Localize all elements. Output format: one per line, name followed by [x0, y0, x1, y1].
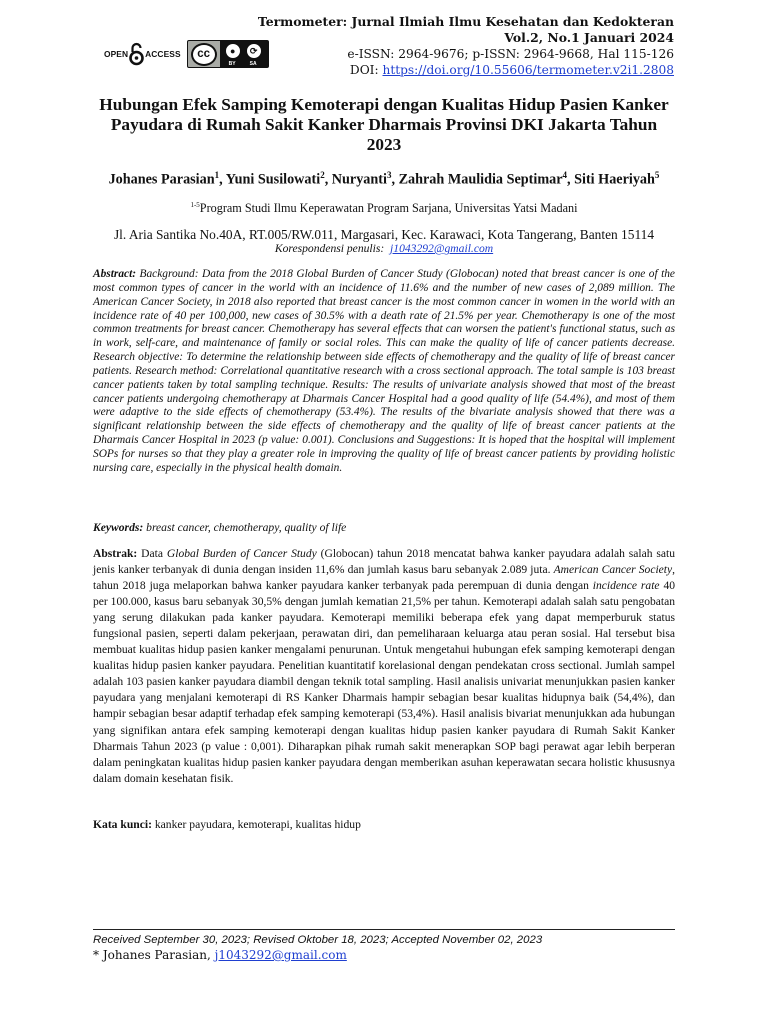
journal-header [214, 14, 674, 78]
footer-author-name: * Johanes Parasian, [93, 948, 211, 962]
abstract-id-part-1: Data [141, 548, 163, 560]
open-access-text-access: ACCESS [145, 49, 181, 59]
received-dates: Received September 30, 2023; Revised Oktober 18, 2023; Accepted November 02, 2023 [93, 934, 543, 946]
keywords-en-text: breast cancer, chemotherapy, quality of life [146, 521, 347, 534]
share-alike-icon: ⟳ [246, 43, 262, 59]
cc-by-label: BY [228, 61, 236, 67]
abstract-en-label: Abstract: [93, 268, 137, 280]
author-name: Nuryanti [331, 171, 387, 188]
by-person-icon: ● [225, 43, 241, 59]
footer-divider [93, 929, 675, 930]
address: Jl. Aria Santika No.40A, RT.005/RW.011, Margasari, Kec. Karawaci, Kota Tangerang, Banten 15114 [113, 227, 655, 242]
abstract-id-part-2: (Globocan) tahun 2018 mencatat bahwa kanker payudara adalah salah satu jenis kanker terbanyak di dunia dengan insiden 11,6% dan jumlah kasus baru sebanyak 2.089 juta. [93, 548, 676, 577]
open-access-lock-icon [129, 42, 144, 66]
keywords-indonesian [93, 818, 675, 831]
journal-name: Termometer: Jurnal Ilmiah Ilmu Kesehatan dan Kedokteran [257, 14, 674, 29]
open-access-text-open: OPEN [104, 49, 129, 59]
cc-icon: cc [191, 43, 217, 66]
correspondence-email-link[interactable]: j1043292@gmail.com [390, 242, 494, 255]
author-affiliation-sup: 5 [654, 170, 660, 180]
cc-by-sa-badge[interactable] [187, 40, 269, 68]
abstract-id-label: Abstrak: [93, 548, 138, 560]
author-affiliation-sup: 4 [562, 170, 568, 180]
abstract-en-text: Background: Data from the 2018 Global Burden of Cancer Study (Globocan) noted that breast cancer is one of the most common types of cancer in the world with an incidence of 11.6% and the number of new cases of 2,089 million. The American Cancer Society, in 2018 also reported that breast cancer is the most common cancer in women in the world with an incidence rate of 40 per 100,000, new cases of 30.5% with a death rate of 21.5% per year. Chemotherapy is one of the most common treatments for breast cancer. Chemotherapy has several effects that can worsen the patient's functional status, such as in work, self-care, and maintenance of family or social roles. This can make the quality of life of cancer patients decrease. Research objective: To determine the relationship between side effects of chemotherapy and the quality of life of breast cancer patients. Research method: Correlational quantitative research with a cross sectional approach. The total sample is 103 breast cancer patients taken by total sampling technique. Results: The results of univariate analysis showed that most of the breast cancer patients undergoing chemotherapy at Dharmais Cancer Hospital had a good quality of life (54.4%), and most of them were adaptive to the side effects of chemotherapy (53.4%). The results of the bivariate analysis showed that there was a significant relationship between the side effects of chemotherapy and the quality of life of breast cancer patients at the Dharmais Cancer Hospital in 2023 (p value: 0.001). Conclusions and Suggestions: It is hoped that the hospital will implement SOPs for nurses so that they play a greater role in improving the quality of life of breast cancer patients by providing holistic nursing care, especially in the physical health domain. [93, 268, 675, 474]
abstract-id-italic-3: incidence rate [592, 580, 660, 593]
license-badges [104, 40, 269, 68]
doi-label: DOI: [349, 63, 379, 77]
author-affiliation-sup: 2 [320, 170, 325, 180]
affiliation [94, 201, 674, 216]
affiliation-text: Program Studi Ilmu Keperawatan Program Sarjana, Universitas Yatsi Madani [199, 201, 578, 216]
author-name: Siti Haeriyah [574, 171, 655, 188]
cc-sa-label: SA [249, 61, 257, 67]
author-name: Johanes Parasian [108, 171, 215, 188]
doi-link[interactable]: https://doi.org/10.55606/termometer.v2i1.2808 [382, 63, 674, 77]
author-affiliation-sup: 1 [214, 170, 220, 180]
abstract-id-part-3: , tahun 2018 juga melaporkan bahwa kanker payudara kanker terbanyak pada perempuan di dunia dengan [93, 564, 675, 593]
correspondence [94, 242, 674, 255]
keywords-id-text: kanker payudara, kemoterapi, kualitas hidup [154, 818, 361, 831]
abstract-id-part-4: 40 per 100.000, kasus baru sebanyak 30,5% dengan jumlah kematian 21,5% per tahun. Kemoterapi adalah salah satu pengobatan yang serung dilakukan pada kanker payudara. Kemoterapi memiliki beberapa efek yang dapat memperburuk status fungsional pasien, seperti dalam pekerjaan, perawatan diri, dan pemeliharaan keluarga atau peran sosial. Hal tersebut bisa membuat kualitas hidup pasien kanker mengalami penurunan. Untuk mengetahui hubungan efek samping kemoterapi dengan kualitas hidup pasien kanker payudara. Penelitian kuantitatif korelasional dengan pendekatan cross sectional. Jumlah sampel adalah 103 pasien kanker payudara diambil dengan teknik total sampling. Hasil analisis univariat menunjukkan pasien kanker payudara yang menjalani kemoterapi di RS Kanker Dharmais hampir sebagian besar kualitas hidupnya baik (54,4%), dan hampir sebagian besar adaptif terhadap efek samping kemoterapi (53,4%). Hasil analisis bivariat menunjukkan ada hubungan yang signifikan antara efek samping kemoterapi dengan kualitas hidup pasien kanker payudara di Rumah Sakit Kanker Dharmais Tahun 2023 (p value : 0,001). Diharapkan pihak rumah sakit menerapkan SOP bagi perawat agar lebih berperan dalam peningkatan kualitas hidup pasien kanker payudara dengan memberikan asuhan keperawatan secara holistic khususnya dalam domain kesehatan fisik. [93, 580, 675, 785]
author-name: Yuni Susilowati [225, 171, 321, 188]
author-name: Zahrah Maulidia Septimar [398, 171, 563, 188]
footer-author-email-link[interactable]: j1043292@gmail.com [214, 948, 347, 962]
journal-issn: e-ISSN: 2964-9676; p-ISSN: 2964-9668, Hal 115-126 [347, 47, 674, 61]
abstract-id-italic-2: American Cancer Society [553, 564, 673, 577]
correspondence-label: Korespondensi penulis: [274, 242, 385, 255]
affiliation-sup: 1-5 [190, 201, 200, 209]
author-affiliation-sup: 3 [386, 170, 392, 180]
footer-author [93, 948, 675, 962]
abstract-indonesian [93, 546, 675, 787]
article-title: Hubungan Efek Samping Kemoterapi dengan Kualitas Hidup Pasien Kanker Payudara di Rumah Sakit Kanker Dharmais Provinsi DKI Jakarta Tahun 2023 [99, 95, 669, 154]
journal-doi [214, 62, 674, 78]
cc-attribution-panel [220, 41, 268, 67]
keywords-id-label: Kata kunci: [93, 818, 152, 831]
abstract-english [93, 268, 675, 476]
open-access-logo [104, 42, 181, 66]
abstract-id-italic-1: Global Burden of Cancer Study [166, 548, 317, 560]
author-list: Johanes Parasian$^1$, Yuni Susilowati$^2$, Nuryanti$^3$, Zahrah Maulidia Septimar$^4$, Siti Haeriyah$^5$ [108, 170, 660, 188]
keywords-english [93, 521, 675, 534]
keywords-en-label: Keywords: [93, 521, 144, 534]
journal-volume: Vol.2, No.1 Januari 2024 [504, 30, 674, 45]
